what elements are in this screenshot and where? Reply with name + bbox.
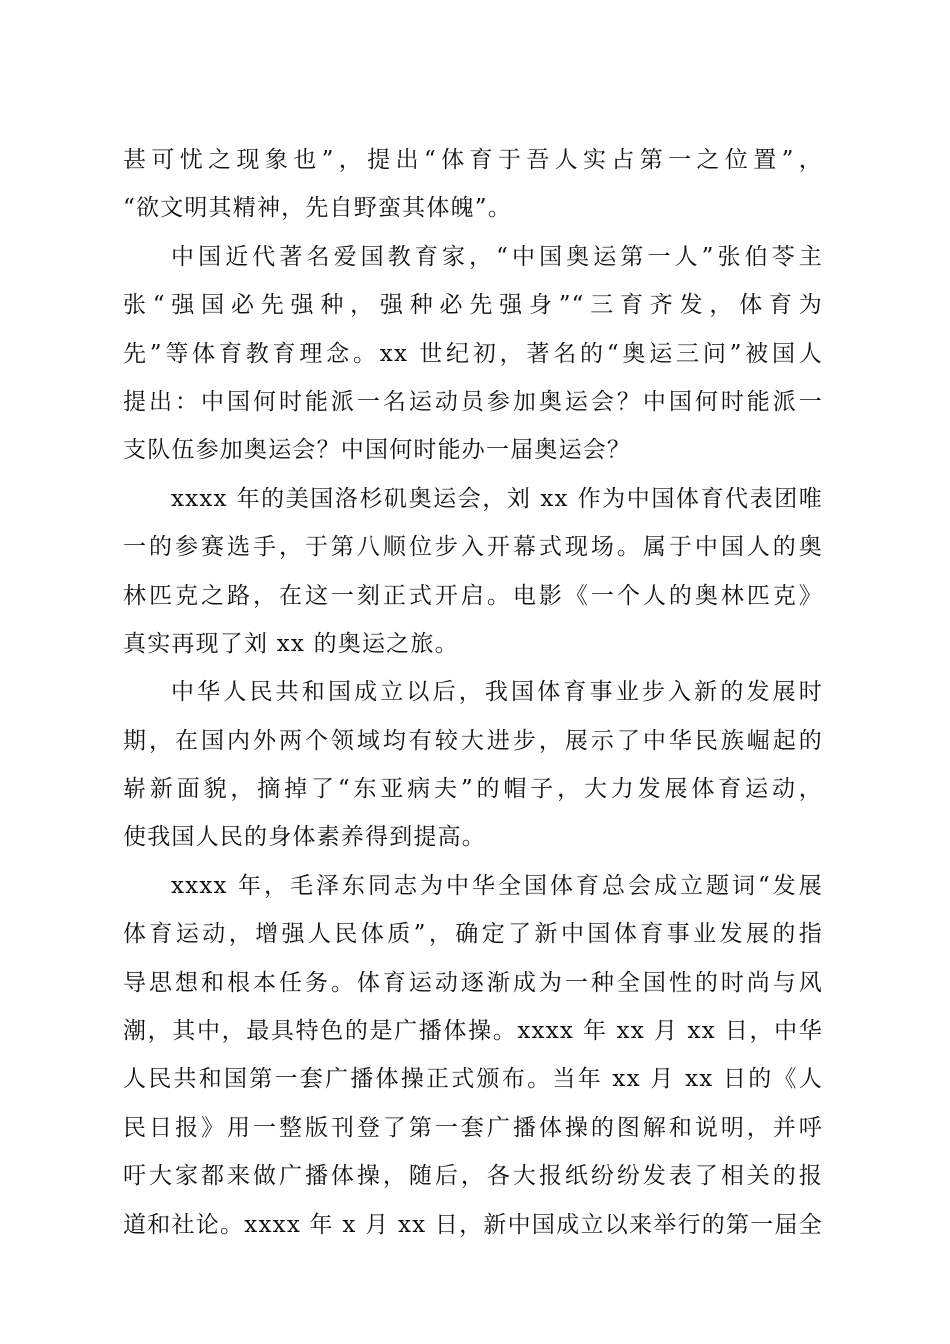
text-line: 林匹克之路，在这一刻正式开启。电影《一个人的奥林匹克》 bbox=[123, 582, 823, 609]
text-line: 使我国人民的身体素养得到提高。 bbox=[123, 824, 486, 851]
paragraph-first-line: 中国近代著名爱国教育家，“中国奥运第一人”张伯苓主 bbox=[171, 243, 823, 270]
text-line: 张“强国必先强种，强种必先强身”“三育齐发，体育为 bbox=[123, 292, 823, 319]
text-line: 民日报》用一整版刊登了第一套广播体操的图解和说明，并呼 bbox=[123, 1114, 823, 1141]
body-text bbox=[123, 136, 823, 1249]
text-line: 期，在国内外两个领域均有较大进步，展示了中华民族崛起的 bbox=[123, 727, 823, 754]
text-line: 一的参赛选手，于第八顺位步入开幕式现场。属于中国人的奥 bbox=[123, 534, 823, 561]
text-line: 提出：中国何时能派一名运动员参加奥运会？中国何时能派一 bbox=[123, 388, 823, 415]
text-line: 真实再现了刘 xx 的奥运之旅。 bbox=[123, 630, 459, 657]
text-line: 体育运动，增强人民体质”，确定了新中国体育事业发展的指 bbox=[123, 921, 823, 948]
text-line: 人民共和国第一套广播体操正式颁布。当年 xx 月 xx 日的《人 bbox=[123, 1066, 823, 1093]
paragraph-first-line: xxxx 年，毛泽东同志为中华全国体育总会成立题词“发展 bbox=[171, 872, 823, 899]
text-line: “欲文明其精神，先自野蛮其体魄”。 bbox=[123, 195, 512, 222]
text-line: 甚可忧之现象也”，提出“体育于吾人实占第一之位置”， bbox=[123, 147, 823, 173]
text-line: 先”等体育教育理念。xx 世纪初，著名的“奥运三问”被国人 bbox=[123, 340, 823, 367]
text-line: 吁大家都来做广播体操，随后，各大报纸纷纷发表了相关的报 bbox=[123, 1163, 823, 1190]
text-line: 导思想和根本任务。体育运动逐渐成为一种全国性的时尚与风 bbox=[123, 969, 823, 996]
text-line: 潮，其中，最具特色的是广播体操。xxxx 年 xx 月 xx 日，中华 bbox=[123, 1018, 823, 1045]
text-line: 支队伍参加奥运会？中国何时能办一届奥运会？ bbox=[123, 437, 632, 464]
paragraph-first-line: 中华人民共和国成立以后，我国体育事业步入新的发展时 bbox=[171, 679, 823, 706]
text-line: 崭新面貌，摘掉了“东亚病夫”的帽子，大力发展体育运动， bbox=[123, 776, 823, 803]
text-line: 道和社论。xxxx 年 x 月 xx 日，新中国成立以来举行的第一届全 bbox=[123, 1211, 823, 1238]
paragraph-first-line: xxxx 年的美国洛杉矶奥运会，刘 xx 作为中国体育代表团唯 bbox=[171, 485, 823, 512]
